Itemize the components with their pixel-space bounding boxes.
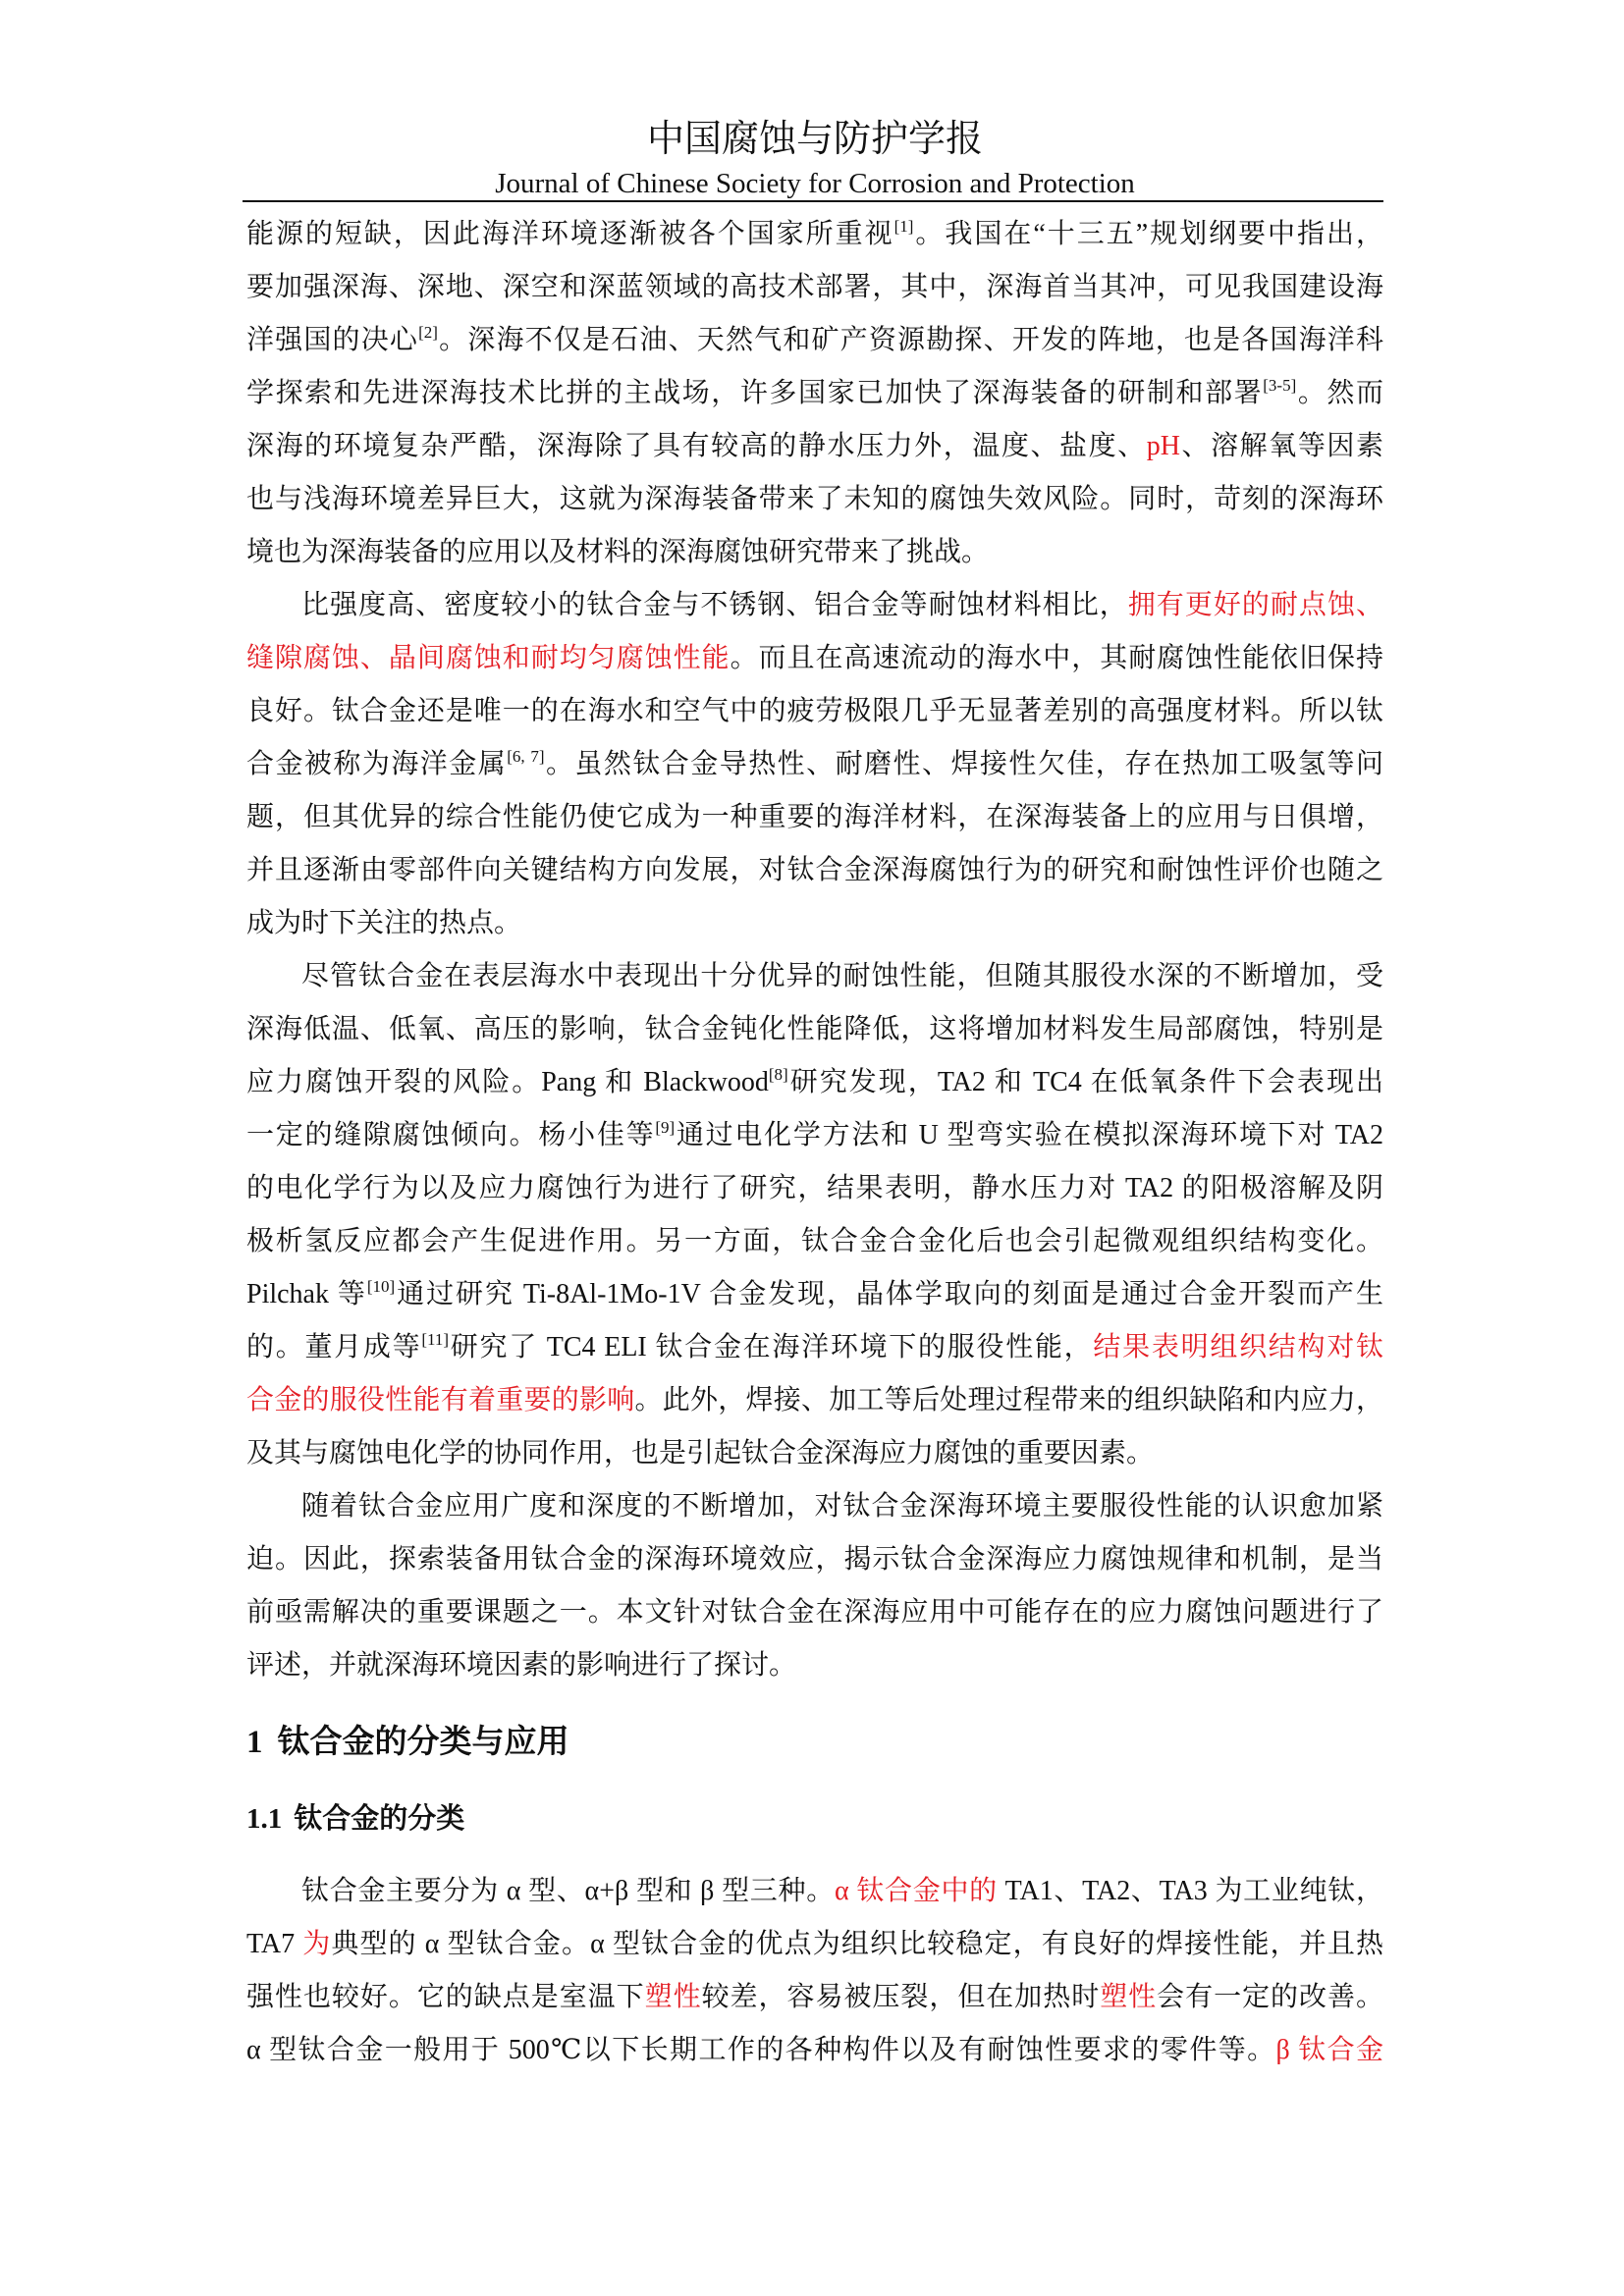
text-line bbox=[246, 1971, 1383, 2024]
text-line bbox=[246, 1162, 1383, 1215]
text-run: 随着钛合金应用广度和深度的不断增加，对钛合金深海环境主要服役性能的认识愈加紧 bbox=[301, 1491, 1383, 1522]
text-line bbox=[246, 1268, 1383, 1321]
text-line bbox=[246, 844, 1383, 897]
text-run: 应力腐蚀开裂的风险。Pang 和 Blackwood bbox=[246, 1067, 769, 1097]
text-line bbox=[246, 897, 1383, 950]
text-line bbox=[246, 1480, 1383, 1533]
text-line bbox=[246, 1533, 1383, 1586]
text-line bbox=[246, 950, 1383, 1003]
text-run: 前亟需解决的重要课题之一。本文针对钛合金在深海应用中可能存在的应力腐蚀问题进行了 bbox=[246, 1597, 1383, 1628]
text-run: 会有一定的改善。 bbox=[1157, 1982, 1383, 2012]
journal-title-cn: 中国腐蚀与防护学报 bbox=[646, 119, 983, 160]
highlighted-text: 合金的服役性能有着重要的影响 bbox=[246, 1385, 635, 1415]
highlighted-text: 为 bbox=[302, 1929, 332, 1959]
highlighted-text: 塑性 bbox=[644, 1982, 702, 2012]
text-line bbox=[246, 367, 1383, 420]
text-line bbox=[246, 1374, 1383, 1427]
text-run: 能源的短缺，因此海洋环境逐渐被各个国家所重视 bbox=[246, 219, 894, 249]
paragraph-1 bbox=[246, 208, 1383, 579]
text-run: 尽管钛合金在表层海水中表现出十分优异的耐蚀性能，但随其服役水深的不断增加，受 bbox=[301, 961, 1383, 991]
text-run: 也与浅海环境差异巨大，这就为深海装备带来了未知的腐蚀失效风险。同时，苛刻的深海环 bbox=[246, 484, 1383, 514]
highlighted-text: α 钛合金中的 bbox=[834, 1876, 998, 1906]
text-run: 。深海不仅是石油、天然气和矿产资源勘探、开发的阵地，也是各国海洋科 bbox=[437, 325, 1383, 355]
text-line bbox=[246, 1427, 1383, 1480]
text-run: 的。董月成等 bbox=[246, 1332, 422, 1362]
text-line bbox=[246, 1215, 1383, 1268]
text-line bbox=[246, 1918, 1383, 1971]
paragraph-2 bbox=[246, 579, 1383, 950]
text-run: TA1、TA2、TA3 为工业纯钛， bbox=[997, 1876, 1384, 1906]
text-run: 并且逐渐由零部件向关键结构方向发展，对钛合金深海腐蚀行为的研究和耐蚀性评价也随之 bbox=[246, 855, 1383, 885]
text-line bbox=[246, 1056, 1383, 1109]
citation-ref: [2] bbox=[418, 323, 438, 342]
text-run: 强性也较好。它的缺点是室温下 bbox=[246, 1982, 645, 2012]
text-run: 迫。因此，探索装备用钛合金的深海环境效应，揭示钛合金深海应力腐蚀规律和机制，是当 bbox=[246, 1544, 1383, 1575]
text-run: 比强度高、密度较小的钛合金与不锈钢、铝合金等耐蚀材料相比， bbox=[301, 590, 1128, 620]
text-line bbox=[246, 579, 1383, 632]
text-run: 通过电化学方法和 U 型弯实验在模拟深海环境下对 TA2 bbox=[675, 1120, 1383, 1150]
text-line bbox=[246, 1109, 1383, 1162]
text-run: 境也为深海装备的应用以及材料的深海腐蚀研究带来了挑战。 bbox=[246, 537, 990, 567]
paragraph-3 bbox=[246, 950, 1383, 1480]
text-run: 洋强国的决心 bbox=[246, 325, 419, 355]
text-run: 深海低温、低氧、高压的影响，钛合金钝化性能降低，这将增加材料发生局部腐蚀，特别是 bbox=[246, 1014, 1383, 1044]
subsection-title: 钛合金的分类 bbox=[294, 1803, 465, 1835]
text-run: 及其与腐蚀电化学的协同作用，也是引起钛合金深海应力腐蚀的重要因素。 bbox=[246, 1438, 1155, 1468]
text-line bbox=[246, 526, 1383, 579]
text-run: 的电化学行为以及应力腐蚀行为进行了研究，结果表明，静水压力对 TA2 的阳极溶解及阴 bbox=[246, 1173, 1383, 1203]
text-line bbox=[246, 1003, 1383, 1056]
text-line bbox=[246, 1586, 1383, 1639]
text-line bbox=[246, 208, 1383, 261]
section-heading bbox=[246, 1716, 1383, 1769]
highlighted-text: 缝隙腐蚀、晶间腐蚀和耐均匀腐蚀性能 bbox=[246, 643, 731, 673]
citation-ref: [8] bbox=[768, 1065, 788, 1084]
text-run: 研究发现，TA2 和 TC4 在低氧条件下会表现出 bbox=[787, 1067, 1383, 1097]
text-run: 学探索和先进深海技术比拼的主战场，许多国家已加快了深海装备的研制和部署 bbox=[246, 378, 1264, 408]
text-line bbox=[246, 632, 1383, 685]
section-title: 钛合金的分类与应用 bbox=[277, 1725, 569, 1760]
highlighted-text: pH bbox=[1146, 431, 1180, 461]
citation-ref: [6, 7] bbox=[507, 747, 545, 766]
text-run: 较差，容易被压裂，但在加热时 bbox=[701, 1982, 1101, 2012]
text-run: 。而且在高速流动的海水中，其耐腐蚀性能依旧保持 bbox=[730, 643, 1383, 673]
highlighted-text: 拥有更好的耐点蚀、 bbox=[1127, 590, 1383, 620]
text-run: 深海的环境复杂严酷，深海除了具有较高的静水压力外，温度、盐度、 bbox=[246, 431, 1147, 461]
highlighted-text: 塑性 bbox=[1100, 1982, 1158, 2012]
highlighted-text: 结果表明组织结构对钛 bbox=[1093, 1332, 1383, 1362]
text-line bbox=[246, 261, 1383, 314]
text-run: 合金被称为海洋金属 bbox=[246, 749, 508, 779]
journal-title-en: Journal of Chinese Society for Corrosion and Protection bbox=[495, 168, 1135, 199]
text-run: 。此外，焊接、加工等后处理过程带来的组织缺陷和内应力， bbox=[634, 1385, 1383, 1415]
section-number: 1 bbox=[246, 1725, 263, 1760]
text-run: 成为时下关注的热点。 bbox=[246, 908, 522, 938]
header-rule bbox=[243, 200, 1383, 202]
subsection-heading bbox=[246, 1792, 1383, 1845]
text-run: 。虽然钛合金导热性、耐磨性、焊接性欠佳，存在热加工吸氢等问 bbox=[544, 749, 1383, 779]
text-run: 。然而 bbox=[1296, 378, 1383, 408]
citation-ref: [10] bbox=[366, 1277, 396, 1296]
text-line bbox=[246, 738, 1383, 791]
text-run: 。我国在“十三五”规划纲要中指出， bbox=[913, 219, 1383, 249]
highlighted-text: β 钛合金 bbox=[1275, 2035, 1384, 2065]
text-run: 典型的 α 型钛合金。α 型钛合金的优点为组织比较稳定，有良好的焊接性能，并且热 bbox=[331, 1929, 1383, 1959]
text-line bbox=[246, 420, 1383, 473]
citation-ref: [9] bbox=[655, 1118, 676, 1137]
text-run: 钛合金主要分为 α 型、α+β 型和 β 型三种。 bbox=[301, 1876, 835, 1906]
article-body bbox=[246, 208, 1383, 2077]
paragraph-5 bbox=[246, 1865, 1383, 2077]
text-line bbox=[246, 2024, 1383, 2077]
text-run: TA7 bbox=[246, 1929, 303, 1959]
text-run: 研究了 TC4 ELI 钛合金在海洋环境下的服役性能， bbox=[449, 1332, 1094, 1362]
text-line bbox=[246, 791, 1383, 844]
text-run: Pilchak 等 bbox=[246, 1279, 367, 1309]
text-line bbox=[246, 314, 1383, 367]
text-line bbox=[246, 685, 1383, 738]
paragraph-4 bbox=[246, 1480, 1383, 1692]
citation-ref: [1] bbox=[893, 217, 914, 236]
subsection-number: 1.1 bbox=[246, 1803, 283, 1835]
text-run: 良好。钛合金还是唯一的在海水和空气中的疲劳极限几乎无显著差别的高强度材料。所以钛 bbox=[246, 696, 1383, 726]
citation-ref: [3-5] bbox=[1263, 376, 1297, 395]
text-run: 极析氢反应都会产生促进作用。另一方面，钛合金合金化后也会引起微观组织结构变化。 bbox=[246, 1226, 1383, 1256]
citation-ref: [11] bbox=[421, 1330, 450, 1349]
text-line bbox=[246, 1321, 1383, 1374]
text-run: 题，但其优异的综合性能仍使它成为一种重要的海洋材料，在深海装备上的应用与日俱增， bbox=[246, 802, 1383, 832]
text-run: 一定的缝隙腐蚀倾向。杨小佳等 bbox=[246, 1120, 656, 1150]
text-run: 评述，并就深海环境因素的影响进行了探讨。 bbox=[246, 1650, 797, 1681]
text-line bbox=[246, 473, 1383, 526]
text-run: 要加强深海、深地、深空和深蓝领域的高技术部署，其中，深海首当其冲，可见我国建设海 bbox=[246, 272, 1383, 302]
text-line bbox=[246, 1639, 1383, 1692]
text-run: 、溶解氧等因素 bbox=[1179, 431, 1383, 461]
text-line bbox=[246, 1865, 1383, 1918]
text-run: 通过研究 Ti-8Al-1Mo-1V 合金发现，晶体学取向的刻面是通过合金开裂而产生 bbox=[395, 1279, 1383, 1309]
text-run: α 型钛合金一般用于 500℃以下长期工作的各种构件以及有耐蚀性要求的零件等。 bbox=[246, 2035, 1276, 2065]
